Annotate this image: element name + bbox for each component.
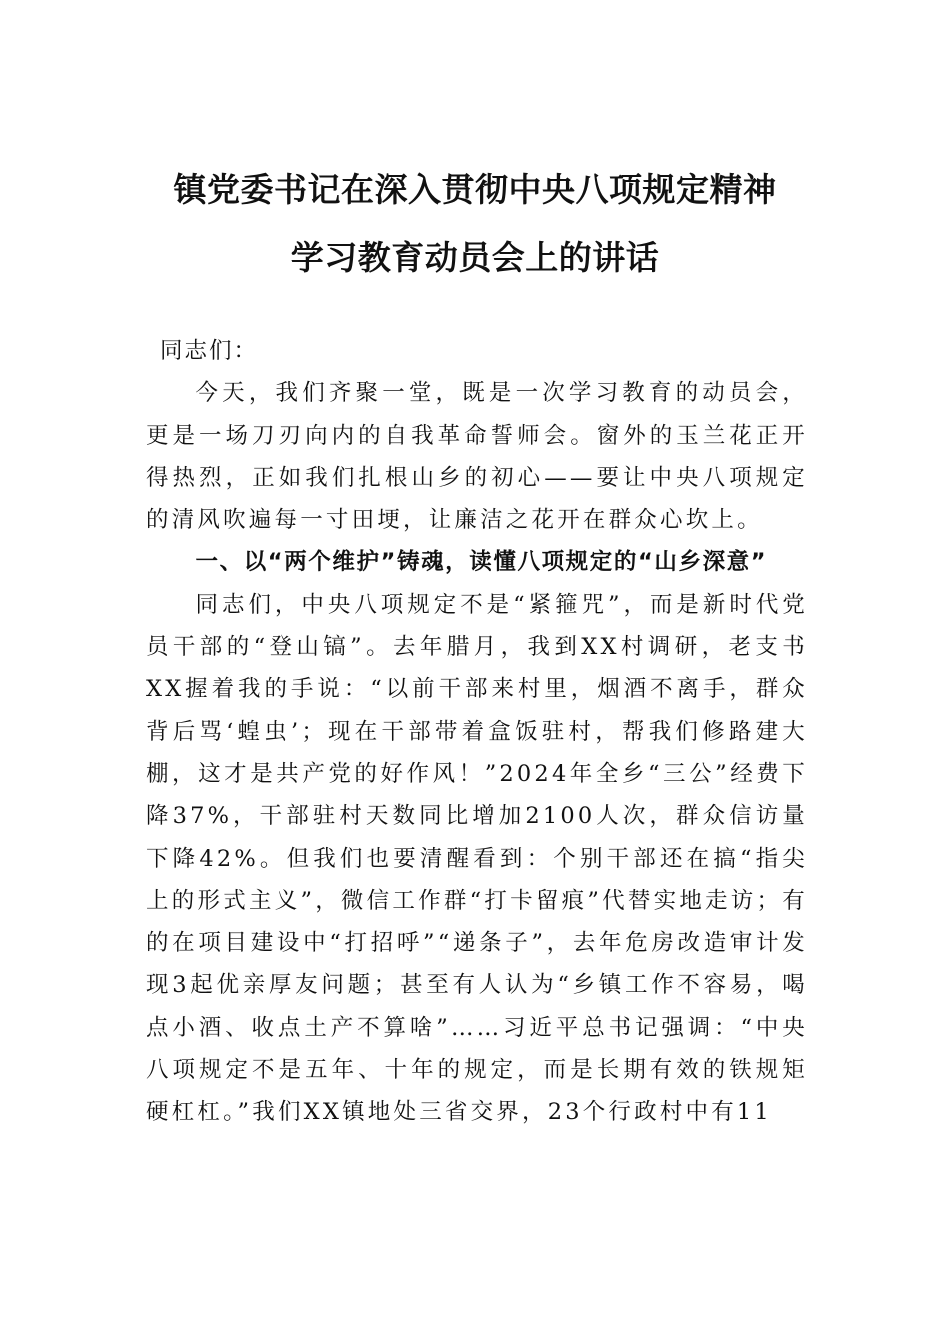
- greeting: 同志们：: [160, 338, 259, 364]
- paragraph-opening: 今天，我们齐聚一堂，既是一次学习教育的动员会，更是一场刀刃向内的自我革命誓师会。窗外的玉兰花正开得热烈，正如我们扎根山乡的初心——要让中央八项规定的清风吹遍每一寸田埂，让廉洁之花开在群众心坎上。: [146, 380, 808, 534]
- paragraph-section-1: 同志们，中央八项规定不是“紧箍咒”，而是新时代党员干部的“登山镐”。去年腊月，我到XX村调研，老支书XX握着我的手说：“以前干部来村里，烟酒不离手，群众背后骂‘蝗虫’；现在干部带着盒饭驻村，帮我们修路建大棚，这才是共产党的好作风！”2024年全乡“三公”经费下降37%，干部驻村天数同比增加2100人次，群众信访量下降42%。但我们也要清醒看到：个别干部还在搞“指尖上的形式主义”，微信工作群“打卡留痕”代替实地走访；有的在项目建设中“打招呼”“递条子”，去年危房改造审计发现3起优亲厚友问题；甚至有人认为“乡镇工作不容易，喝点小酒、收点土产不算啥”……习近平总书记强调：“中央八项规定不是五年、十年的规定，而是长期有效的铁规矩硬杠杠。”我们XX镇地处三省交界，23个行政村中有11: [146, 591, 808, 1126]
- document-body: [146, 330, 808, 1134]
- document-title-line-1: 镇党委书记在深入贯彻中央八项规定精神: [173, 170, 777, 209]
- document-title-line-2: 学习教育动员会上的讲话: [290, 238, 660, 277]
- section-heading-1: 一、以“两个维护”铸魂，读懂八项规定的“山乡深意”: [195, 549, 768, 576]
